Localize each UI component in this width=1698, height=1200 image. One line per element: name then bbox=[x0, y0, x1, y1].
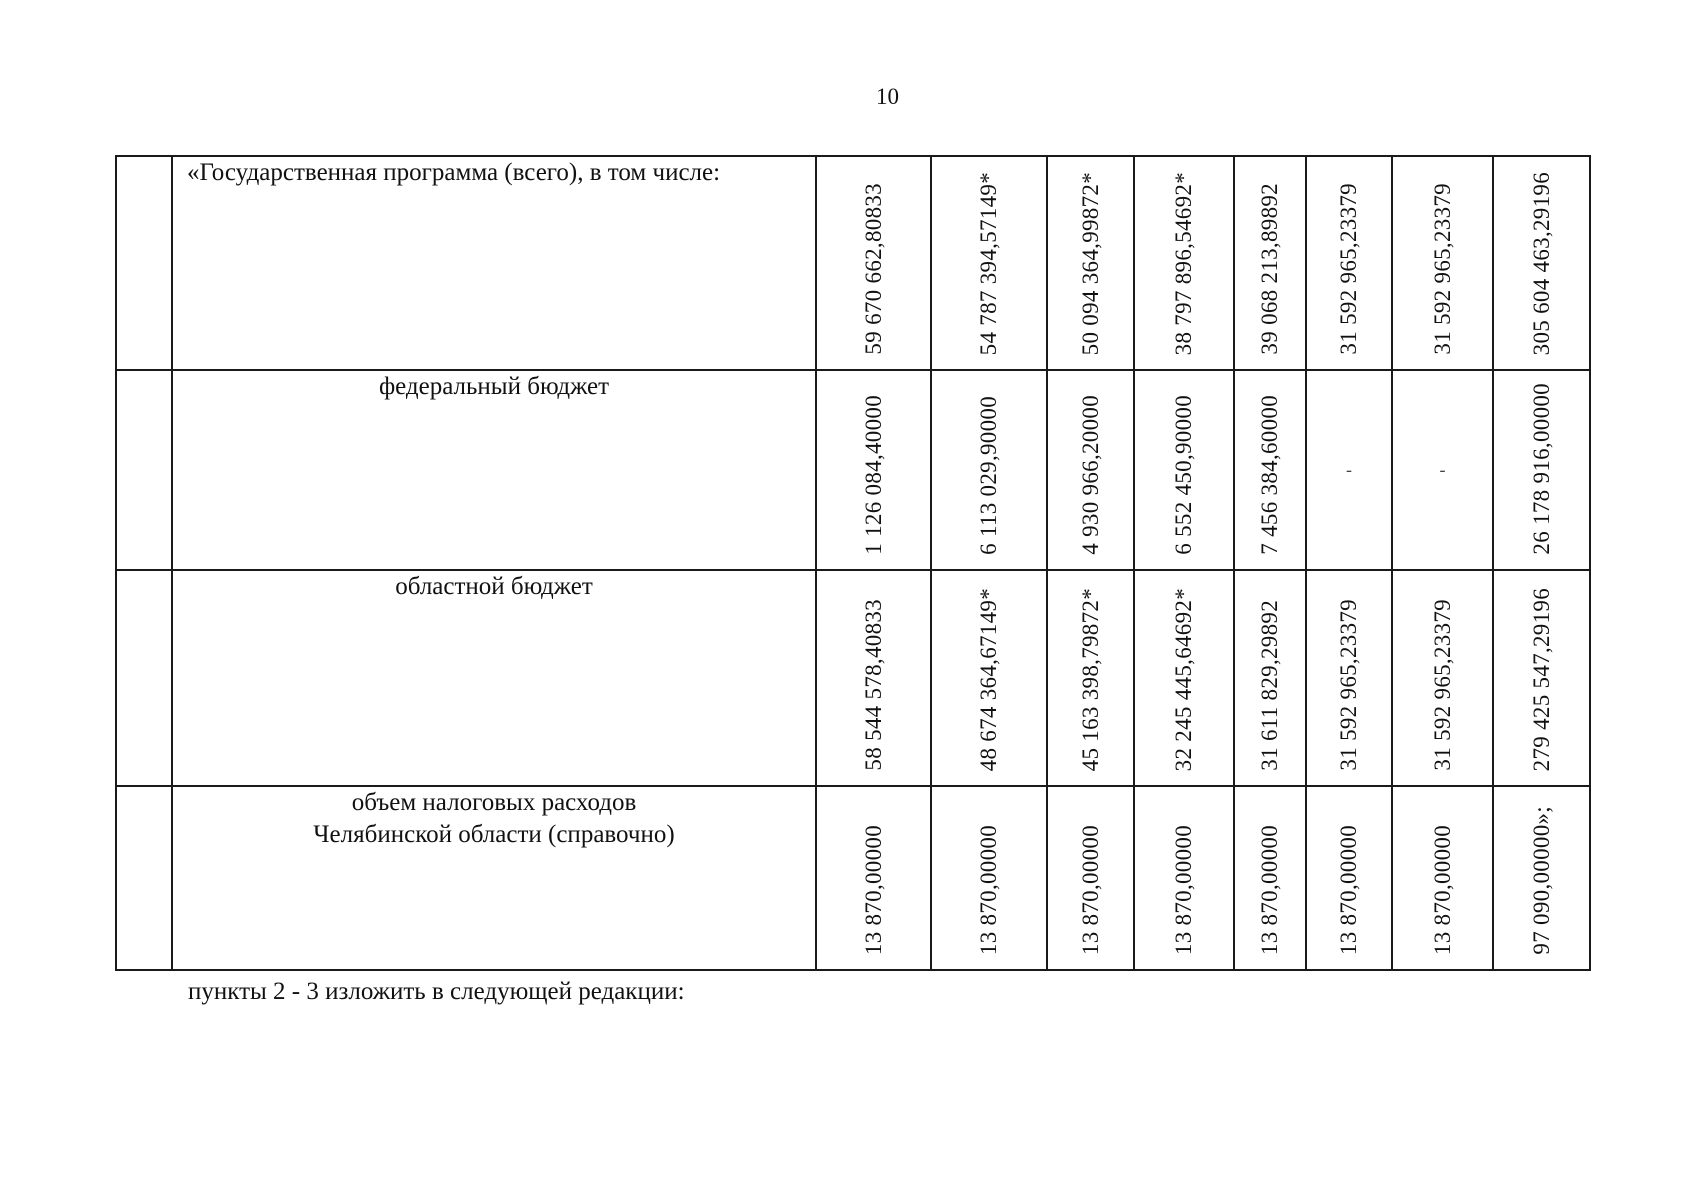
row-label bbox=[172, 786, 816, 970]
value-cell bbox=[816, 156, 931, 370]
value-cell bbox=[1306, 570, 1392, 786]
footer-instruction: пункты 2 - 3 изложить в следующей редакции: bbox=[188, 978, 685, 1005]
total-text: 279 425 547,29196 bbox=[1528, 587, 1554, 771]
row-label bbox=[172, 570, 816, 786]
value-text: 7 456 384,60000 bbox=[1257, 395, 1282, 555]
row-label-text: «Государственная программа (всего), в том числе: bbox=[187, 159, 721, 186]
value-text: 13 870,00000 bbox=[1257, 824, 1282, 955]
page-number: 10 bbox=[876, 84, 899, 109]
value-cell bbox=[816, 786, 931, 970]
value-text: 48 674 364,67149* bbox=[976, 587, 1001, 771]
value-cell bbox=[931, 156, 1047, 370]
value-cell bbox=[1134, 370, 1234, 570]
value-text: 13 870,00000 bbox=[860, 824, 886, 955]
value-cell bbox=[1234, 156, 1306, 370]
value-cell bbox=[1306, 156, 1392, 370]
dash-value: - bbox=[1346, 459, 1352, 480]
value-cell bbox=[1234, 786, 1306, 970]
value-cell bbox=[816, 370, 931, 570]
value-text: 31 592 965,23379 bbox=[1429, 183, 1455, 355]
value-text: 54 787 394,57149* bbox=[976, 171, 1001, 355]
row-label-line: Челябинской области (справочно) bbox=[313, 821, 675, 848]
table-row bbox=[116, 156, 1590, 370]
value-text: 13 870,00000 bbox=[1077, 824, 1103, 955]
total-cell bbox=[1493, 786, 1590, 970]
value-text: 58 544 578,40833 bbox=[860, 599, 886, 771]
row-label-line: объем налоговых расходов bbox=[351, 789, 637, 816]
value-cell bbox=[1134, 786, 1234, 970]
value-text: 31 592 965,23379 bbox=[1336, 599, 1361, 771]
value-text: 13 870,00000 bbox=[1336, 824, 1361, 955]
value-cell bbox=[1047, 786, 1134, 970]
value-cell bbox=[1392, 786, 1493, 970]
value-cell bbox=[1306, 370, 1392, 570]
row-marker-cell bbox=[116, 570, 172, 786]
total-cell bbox=[1493, 570, 1590, 786]
value-cell bbox=[931, 570, 1047, 786]
value-cell bbox=[816, 570, 931, 786]
value-cell bbox=[1392, 370, 1493, 570]
value-text: 38 797 896,54692* bbox=[1171, 171, 1196, 355]
value-text: 13 870,00000 bbox=[1171, 824, 1196, 955]
value-cell bbox=[1234, 570, 1306, 786]
value-cell bbox=[931, 786, 1047, 970]
value-cell bbox=[1392, 156, 1493, 370]
table-row bbox=[116, 786, 1590, 970]
budget-table bbox=[115, 155, 1591, 971]
total-cell bbox=[1493, 156, 1590, 370]
table-row bbox=[116, 370, 1590, 570]
total-text: 97 090,00000»; bbox=[1528, 806, 1554, 955]
value-cell bbox=[1392, 570, 1493, 786]
value-text: 59 670 662,80833 bbox=[860, 183, 886, 355]
value-text: 1 126 084,40000 bbox=[860, 395, 886, 555]
row-marker-cell bbox=[116, 156, 172, 370]
value-text: 31 592 965,23379 bbox=[1429, 599, 1455, 771]
value-text: 31 592 965,23379 bbox=[1336, 183, 1361, 355]
value-cell bbox=[1234, 370, 1306, 570]
value-text: 32 245 445,64692* bbox=[1171, 587, 1196, 771]
total-cell bbox=[1493, 370, 1590, 570]
value-cell bbox=[1047, 370, 1134, 570]
value-cell bbox=[1134, 156, 1234, 370]
row-marker-cell bbox=[116, 786, 172, 970]
value-text: 39 068 213,89892 bbox=[1257, 183, 1282, 355]
value-cell bbox=[1047, 570, 1134, 786]
value-text: 31 611 829,29892 bbox=[1257, 600, 1282, 771]
row-label bbox=[172, 370, 816, 570]
dash-value: - bbox=[1439, 459, 1446, 480]
value-text: 50 094 364,99872* bbox=[1077, 171, 1103, 355]
row-label bbox=[172, 156, 816, 370]
value-text: 13 870,00000 bbox=[976, 824, 1001, 955]
value-text: 45 163 398,79872* bbox=[1077, 587, 1103, 771]
value-text: 6 113 029,90000 bbox=[976, 396, 1001, 555]
total-text: 26 178 916,00000 bbox=[1528, 383, 1554, 555]
value-text: 6 552 450,90000 bbox=[1171, 395, 1196, 555]
value-cell bbox=[1047, 156, 1134, 370]
value-cell bbox=[931, 370, 1047, 570]
table-row bbox=[116, 570, 1590, 786]
row-label-text: областной бюджет bbox=[395, 573, 593, 600]
row-label-text: федеральный бюджет bbox=[378, 373, 610, 400]
row-marker-cell bbox=[116, 370, 172, 570]
total-text: 305 604 463,29196 bbox=[1528, 171, 1554, 355]
value-cell bbox=[1134, 570, 1234, 786]
value-text: 4 930 966,20000 bbox=[1077, 395, 1103, 555]
value-cell bbox=[1306, 786, 1392, 970]
value-text: 13 870,00000 bbox=[1429, 824, 1455, 955]
